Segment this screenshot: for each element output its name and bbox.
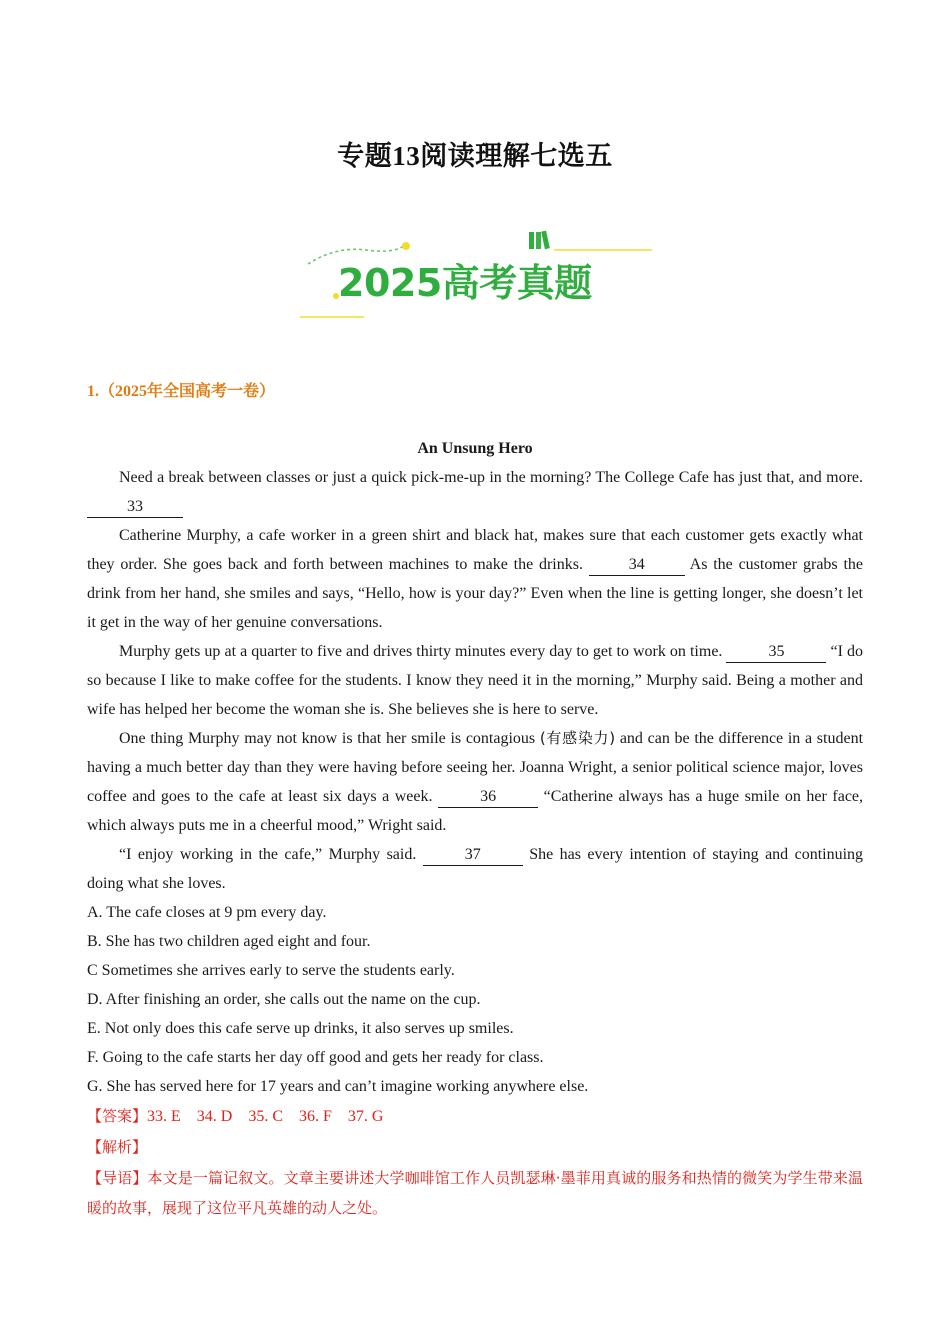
banner-title: 2025高考真题 <box>338 261 592 305</box>
options-list <box>87 898 863 1101</box>
option-e: E. Not only does this cafe serve up drinks, it also serves up smiles. <box>87 1020 514 1037</box>
passage-title: An Unsung Hero <box>417 440 533 457</box>
option-g: G. She has served here for 17 years and can’t imagine working anywhere else. <box>87 1078 589 1095</box>
blank-35: 35 <box>726 642 826 663</box>
option-b: B. She has two children aged eight and four. <box>87 933 371 950</box>
paragraph-2: Catherine Murphy, a cafe worker in a green shirt and black hat, makes sure that each customer gets exactly what they order. She goes back and forth between machines to make the drinks. 34 As the customer grabs the drink from her hand, she smiles and says, “Hello, how is your day?” Even when the line is getting longer, she doesn’t let it get in the way of her genuine conversations. <box>87 527 863 631</box>
paragraph-4: One thing Murphy may not know is that her smile is contagious (有感染力) and can be the difference in a student having a much better day than they were having before seeing her. Joanna Wright, a senior political science major, loves coffee and goes to the cafe at least six days a week. 36 “Catherine always has a huge smile on her face, which always puts me in a cheerful mood,” Wright said. <box>87 729 864 834</box>
paragraph-1: Need a break between classes or just a quick pick-me-up in the morning? The College Cafe has just that, and more. 33 <box>87 463 863 521</box>
blank-33: 33 <box>87 497 183 518</box>
guide-text: 【导语】本文是一篇记叙文。文章主要讲述大学咖啡馆工作人员凯瑟琳·墨菲用真诚的服务和热情的微笑为学生带来温暖的故事，展现了这位平凡英雄的动人之处。 <box>87 1169 863 1217</box>
option-a: A. The cafe closes at 9 pm every day. <box>87 904 327 921</box>
dot-icon <box>402 242 410 250</box>
blank-34: 34 <box>589 555 685 576</box>
option-d: D. After finishing an order, she calls out the name on the cup. <box>87 991 481 1008</box>
question-header: 1.（2025年全国高考一卷） <box>87 383 276 400</box>
analysis-label: 【解析】 <box>87 1138 148 1156</box>
blank-37: 37 <box>423 845 523 866</box>
blank-36: 36 <box>438 787 538 808</box>
page-title: 专题13阅读理解七选五 <box>337 141 613 171</box>
analysis-line <box>87 1132 863 1163</box>
answer-line <box>87 1101 863 1132</box>
passage <box>87 434 863 1223</box>
books-icon <box>529 231 550 250</box>
answer-label: 【答案】 <box>87 1107 148 1125</box>
option-c: C Sometimes she arrives early to serve the students early. <box>87 962 455 979</box>
option-f: F. Going to the cafe starts her day off good and gets her ready for class. <box>87 1049 544 1066</box>
answer-text: 33. E 34. D 35. C 36. F 37. G <box>147 1108 384 1125</box>
banner <box>296 226 656 326</box>
paragraph-5: “I enjoy working in the cafe,” Murphy said. 37 She has every intention of staying and continuing doing what she loves. <box>87 846 864 892</box>
paragraph-3: Murphy gets up at a quarter to five and drives thirty minutes every day to get to work on time. 35 “I do so because I like to make coffee for the students. I know they need it in the morning,” Murphy said. Being a mother and wife has helped her become the woman she is. She believes she is here to serve. <box>87 643 863 718</box>
